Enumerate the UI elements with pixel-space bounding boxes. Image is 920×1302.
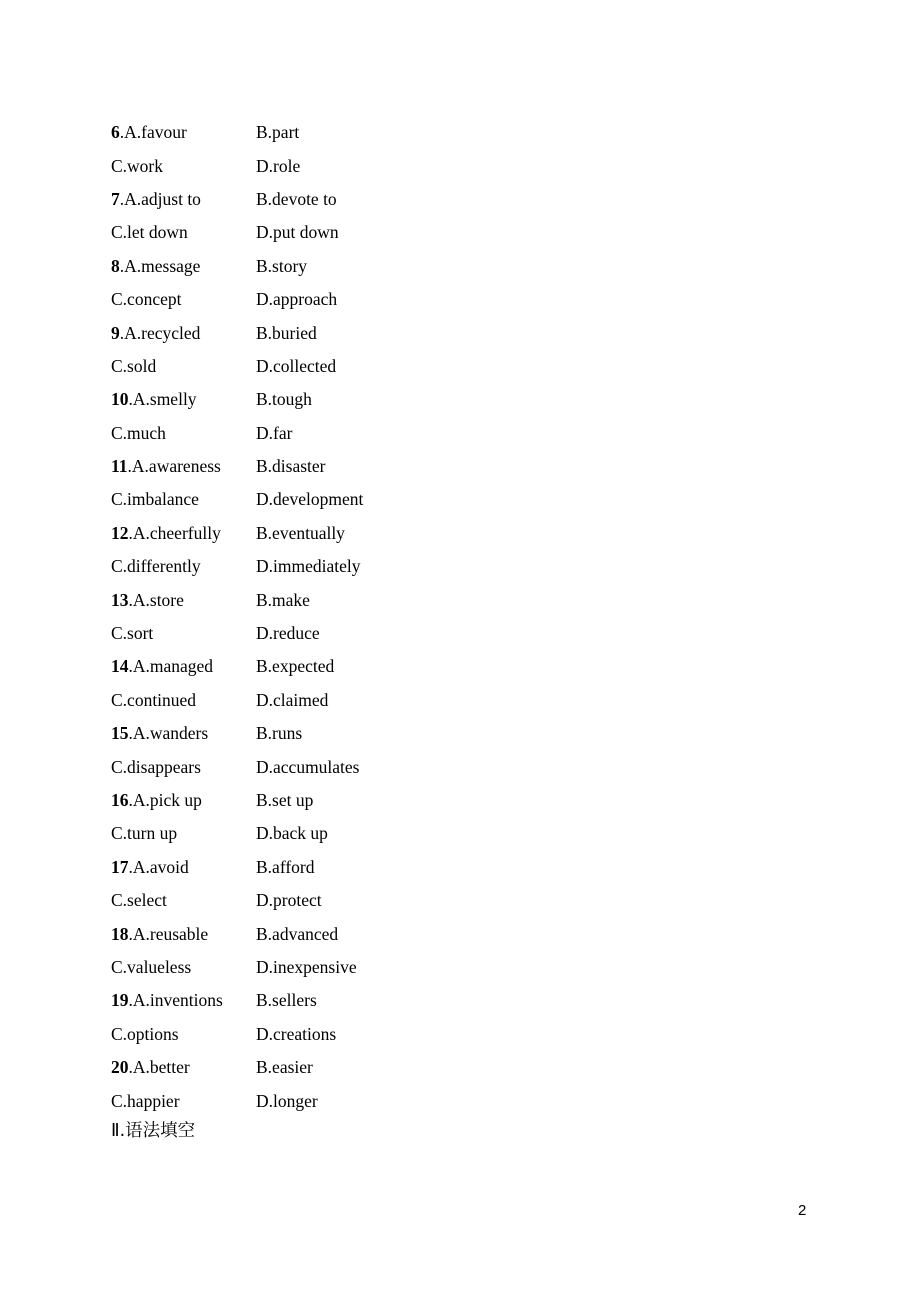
question-row-options-ab: [111, 717, 456, 750]
question-row-options-ab: [111, 917, 456, 950]
option-a: [111, 723, 256, 744]
option-b: B.runs: [256, 723, 303, 744]
option-c: C.continued: [111, 689, 197, 710]
option-c: C.work: [111, 155, 164, 176]
option-d: D.collected: [256, 355, 337, 376]
option-d: D.approach: [256, 289, 338, 310]
option-a-text: .A.recycled: [119, 322, 201, 343]
question-row-options-ab: [111, 851, 456, 884]
question-row-options-cd: [111, 684, 456, 717]
option-a-text: .A.reusable: [128, 923, 209, 944]
option-a-text: .A.better: [128, 1057, 190, 1078]
question-number: 12: [111, 522, 129, 543]
option-d: D.far: [256, 422, 293, 443]
question-row-options-ab: [111, 250, 456, 283]
question-number: 14: [111, 656, 129, 677]
option-a: [111, 990, 256, 1011]
option-a-text: .A.adjust to: [119, 188, 201, 209]
option-b: B.buried: [256, 322, 317, 343]
option-b: B.story: [256, 255, 308, 276]
option-c: C.disappears: [111, 756, 201, 777]
option-a: [111, 790, 256, 811]
option-a: [111, 456, 256, 477]
option-b: B.disaster: [256, 456, 326, 477]
option-d: D.back up: [256, 823, 328, 844]
option-c: C.imbalance: [111, 489, 199, 510]
option-b: B.part: [256, 122, 300, 143]
question-number: 18: [111, 923, 129, 944]
question-list: [111, 116, 456, 1118]
option-b: B.expected: [256, 656, 335, 677]
option-d: D.creations: [256, 1023, 337, 1044]
option-b: B.easier: [256, 1057, 313, 1078]
option-a: [111, 323, 256, 344]
option-b: B.make: [256, 589, 310, 610]
option-d: D.reduce: [256, 623, 320, 644]
question-row-options-cd: [111, 1018, 456, 1051]
question-number: 15: [111, 723, 129, 744]
question-row-options-ab: [111, 1051, 456, 1084]
option-a-text: .A.store: [128, 589, 184, 610]
option-b: B.set up: [256, 790, 314, 810]
option-c: C.concept: [111, 289, 182, 310]
option-c: C.sort: [111, 623, 154, 644]
option-b: B.devote to: [256, 188, 337, 209]
question-number: 8: [111, 255, 120, 276]
option-d: D.accumulates: [256, 756, 360, 777]
option-c: C.sold: [111, 355, 157, 376]
option-c: C.let down: [111, 222, 188, 243]
question-row-options-ab: [111, 784, 456, 817]
option-a-text: .A.inventions: [128, 990, 223, 1011]
option-a-text: .A.managed: [128, 656, 214, 677]
question-number: 6: [111, 122, 120, 143]
question-number: 19: [111, 990, 129, 1011]
option-b: B.sellers: [256, 990, 317, 1011]
question-row-options-cd: [111, 951, 456, 984]
option-a-text: .A.cheerfully: [128, 522, 221, 543]
question-row-options-cd: [111, 884, 456, 917]
question-row-options-cd: [111, 350, 456, 383]
question-row-options-cd: [111, 417, 456, 450]
section-heading: Ⅱ.语法填空: [111, 1121, 196, 1141]
option-d: D.protect: [256, 890, 322, 911]
option-a: [111, 590, 256, 611]
question-row-options-ab: [111, 383, 456, 416]
option-a: [111, 256, 256, 277]
question-row-options-cd: [111, 550, 456, 583]
option-b: B.tough: [256, 389, 312, 410]
question-row-options-ab: [111, 583, 456, 616]
option-a: [111, 656, 256, 677]
option-a: [111, 924, 256, 945]
question-row-options-cd: [111, 216, 456, 249]
question-row-options-ab: [111, 517, 456, 550]
question-number: 11: [111, 456, 128, 477]
option-a-text: .A.favour: [119, 122, 187, 143]
question-row-options-cd: [111, 750, 456, 783]
question-row-options-ab: [111, 984, 456, 1017]
option-d: D.development: [256, 489, 364, 510]
question-number: 10: [111, 389, 129, 410]
option-a-text: .A.pick up: [128, 790, 202, 810]
question-row-options-cd: [111, 149, 456, 182]
question-number: 16: [111, 790, 129, 810]
option-d: D.longer: [256, 1090, 318, 1111]
option-c: C.happier: [111, 1090, 180, 1111]
option-a-text: .A.message: [119, 255, 201, 276]
option-d: D.put down: [256, 222, 339, 243]
question-row-options-ab: [111, 183, 456, 216]
question-row-options-ab: [111, 650, 456, 683]
option-b: B.eventually: [256, 522, 345, 543]
question-row-options-ab: [111, 450, 456, 483]
option-c: C.turn up: [111, 823, 178, 844]
page-number: 2: [798, 1202, 807, 1219]
option-c: C.differently: [111, 556, 201, 577]
option-a: [111, 857, 256, 878]
option-d: D.inexpensive: [256, 956, 357, 977]
option-a: [111, 189, 256, 210]
option-a-text: .A.smelly: [128, 389, 197, 410]
question-number: 13: [111, 589, 129, 610]
option-a-text: .A.awareness: [127, 456, 221, 477]
option-c: C.much: [111, 422, 166, 443]
option-d: D.immediately: [256, 556, 361, 577]
option-a: [111, 122, 256, 143]
question-row-options-ab: [111, 116, 456, 149]
option-a-text: .A.avoid: [128, 856, 189, 877]
option-b: B.afford: [256, 856, 315, 877]
question-number: 20: [111, 1057, 129, 1078]
question-row-options-cd: [111, 617, 456, 650]
option-a-text: .A.wanders: [128, 723, 209, 744]
question-row-options-cd: [111, 283, 456, 316]
question-number: 7: [111, 188, 120, 209]
option-a: [111, 389, 256, 410]
option-a: [111, 1057, 256, 1078]
question-row-options-cd: [111, 1084, 456, 1117]
option-a: [111, 523, 256, 544]
option-b: B.advanced: [256, 923, 339, 944]
question-row-options-cd: [111, 483, 456, 516]
question-row-options-cd: [111, 817, 456, 850]
question-number: 9: [111, 322, 120, 343]
option-c: C.options: [111, 1023, 179, 1044]
option-c: C.select: [111, 890, 167, 911]
question-row-options-ab: [111, 316, 456, 349]
option-d: D.claimed: [256, 689, 329, 710]
question-number: 17: [111, 856, 129, 877]
option-d: D.role: [256, 155, 301, 176]
option-c: C.valueless: [111, 956, 192, 977]
